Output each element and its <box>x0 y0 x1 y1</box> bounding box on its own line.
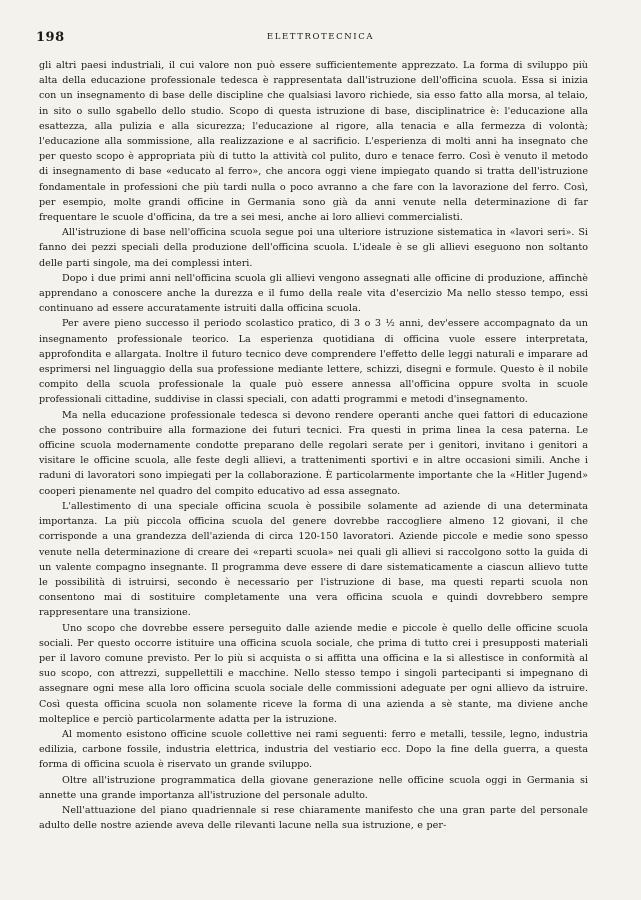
paragraph: Ma nella educazione professionale tedesca si devono rendere operanti anche quei fattori di educazione che possono contribuire alla formazione dei futuri tecnici. Fra questi in prima linea la cesa paterna. Le officine scuola modernamente condotte preparano delle regolari serate per i genitori, invitano i genitori a visitare le officine scuola, alle feste degli allievi, a trattenimenti sportivi e in altre occasioni simili. Anche i raduni di lavoratori sono impiegati per la collaborazione. È particolarmente importante che la «Hitler Jugend» cooperi pienamente nel quadro del compito educativo ad essa assegnato. <box>39 409 588 497</box>
running-title: ELETTROTECNICA <box>266 32 375 42</box>
paragraph: All'istruzione di base nell'officina scuola segue poi una ulteriore istruzione sistematica in «lavori seri». Si fanno dei pezzi speciali della produzione dell'officina scuola. L'ideale è se gli allievi eseguono non soltanto delle parti singole, ma dei complessi interi. <box>39 227 588 269</box>
paragraph: Nell'attuazione del piano quadriennale si rese chiaramente manifesto che una gran parte del personale adulto delle nostre aziende aveva delle rilevanti lacune nella sua istruzione, e per- <box>39 804 588 832</box>
paragraph: Oltre all'istruzione programmatica della giovane generazione nelle officine scuola oggi in Germania si annette una grande importanza all'istruzione del personale adulto. <box>39 774 588 801</box>
paragraph: gli altri paesi industriali, il cui valore non può essere sufficientemente apprezzato. La forma di sviluppo più alta della educazione professionale tedesca è rappresentata dall'istruzione dell'officina scuola. Essa si inizia con un insegnamento di base delle discipline che qualsiasi lavoro richiede, sia esso fatto alla morsa, al telaio, in sito o sullo sgabello dello studio. Scopo di questa istruzione di base, disciplinatrice è: l'educazione alla esattezza, alla pulizia e alla sicurezza; l'educazione al rigore, alla tenacia e alla fermezza di volontà; l'educazione alla sommissione, alla realizzazione e al sacrificio. L'esperienza di molti anni ha insegnato che per questo scopo è appropriata più di tutto la attività col pulito, duro e tenace ferro. Così è venuto il metodo di insegnamento di base «educato al ferro», che ancora oggi viene impiegato quando si tratta dell'istruzione fondamentale in professioni che più tardi nulla o poco avranno a che fare con la lavorazione del ferro. Così, per esempio, molte grandi officine in Germania sono già da anni venute nella determinazione di far frequentare le scuole d'officina, da tre a sei mesi, anche ai loro allievi commercialisti. <box>39 60 588 224</box>
page-header <box>36 30 605 54</box>
body-text <box>39 58 588 833</box>
paragraph: Al momento esistono officine scuole collettive nei rami seguenti: ferro e metalli, tessile, legno, industria edilizia, carbone fossile, industria elettrica, industria del vestiario ecc. Dopo la fine della guerra, a questa forma di officina scuola è riservato un grande sviluppo. <box>39 728 588 771</box>
paragraph: Uno scopo che dovrebbe essere perseguito dalle aziende medie e piccole è quello delle officine scuola sociali. Per questo occorre istituire una officina scuola sociale, che prima di tutto crei i presupposti materiali per il lavoro comune previsto. Per lo più si acquista o si affitta una officina e la si allestisce in conformità al suo scopo, con attrezzi, suppellettili e macchine. Nello stesso tempo i singoli partecipanti si impegnano di assegnare ogni mese alla loro officina scuola sociale delle commissioni adeguate per ogni allievo da istruire. Così questa officina scuola non solamente riceve la forma di una azienda a sè stante, ma diviene anche molteplice e perciò particolarmente adatta per la istruzione. <box>39 622 588 725</box>
paragraph: L'allestimento di una speciale officina scuola è possibile solamente ad aziende di una determinata importanza. La più piccola officina scuola del genere dovrebbe raccogliere almeno 12 giovani, il che corrisponde a una grandezza dell'azienda di circa 120-150 lavoratori. Aziende piccole e medie sono spesso venute nella determinazione di creare dei «reparti scuola» nei quali gli allievi si raccolgono sotto la guida di un valente compagno insegnante. Il programma deve essere di dare sistematicamente a ciascun allievo tutte le possibilità di istruirsi, secondo è necessario per l'istruzione di base, ma questi reparti scuola non consentono mai di sostituire completamente una vera officina scuola e quindi dovrebbero sempre rappresentare una transizione. <box>39 500 588 619</box>
paragraph: Per avere pieno successo il periodo scolastico pratico, di 3 o 3 ½ anni, dev'essere accompagnato da un insegnamento professionale teorico. La esperienza quotidiana di officina vuole essere interpretata, approfondita e allargata. Inoltre il futuro tecnico deve comprendere l'effetto delle leggi naturali e imparare ad esprimersi nel linguaggio della sua professione mediante lettere, schizzi, disegni e formule. Questo è il nobile compito della scuola professionale la quale può essere annessa all'officina oppure svolta in scuole professionali cittadine, suddivise in classi speciali, con adatti programmi e metodi d'insegnamento. <box>39 318 588 406</box>
paragraph: Dopo i due primi anni nell'officina scuola gli allievi vengono assegnati alle officine di produzione, affinchè apprendano a conoscere anche la durezza e il fumo della reale vita d'esercizio Ma nello stesso tempo, essi continuano ad essere accuratamente istruiti dalla officina scuola. <box>39 272 588 315</box>
page-number: 198 <box>36 30 65 45</box>
